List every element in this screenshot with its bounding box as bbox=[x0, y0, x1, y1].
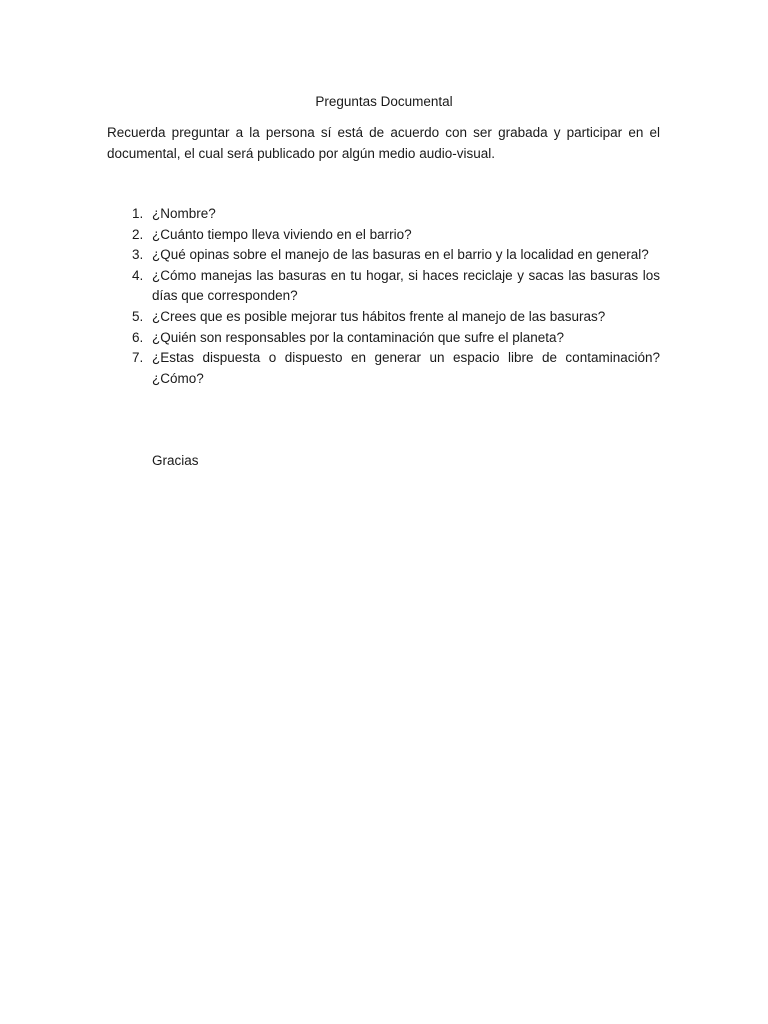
question-number: 3. bbox=[132, 247, 144, 263]
list-item bbox=[107, 348, 660, 389]
question-text: ¿Cuánto tiempo lleva viviendo en el barrio? bbox=[152, 226, 412, 242]
list-item bbox=[107, 225, 660, 246]
questions-list bbox=[107, 204, 660, 389]
question-text: ¿Estas dispuesta o dispuesto en generar un espacio libre de contaminación? ¿Cómo? bbox=[152, 350, 660, 386]
intro-paragraph: Recuerda preguntar a la persona sí está de acuerdo con ser grabada y participar en el documental, el cual será publicado por algún medio audio-visual. bbox=[107, 125, 660, 161]
question-text: ¿Qué opinas sobre el manejo de las basuras en el barrio y la localidad en general? bbox=[152, 247, 649, 263]
list-item bbox=[107, 266, 660, 307]
question-text: ¿Crees que es posible mejorar tus hábitos frente al manejo de las basuras? bbox=[152, 308, 606, 324]
question-number: 6. bbox=[132, 329, 144, 345]
question-number: 2. bbox=[132, 226, 144, 242]
list-item bbox=[107, 204, 660, 225]
question-number: 1. bbox=[132, 206, 144, 221]
closing-text: Gracias bbox=[152, 453, 199, 468]
list-item bbox=[107, 245, 660, 266]
document-title: Preguntas Documental bbox=[315, 94, 453, 109]
question-number: 4. bbox=[132, 267, 144, 283]
list-item bbox=[107, 307, 660, 328]
list-item bbox=[107, 328, 660, 349]
question-text: ¿Quién son responsables por la contaminación que sufre el planeta? bbox=[152, 329, 565, 345]
question-number: 5. bbox=[132, 308, 144, 324]
question-text: ¿Nombre? bbox=[152, 206, 216, 221]
question-text: ¿Cómo manejas las basuras en tu hogar, si haces reciclaje y sacas las basuras los días que corresponden? bbox=[152, 267, 660, 304]
question-number: 7. bbox=[132, 350, 144, 366]
